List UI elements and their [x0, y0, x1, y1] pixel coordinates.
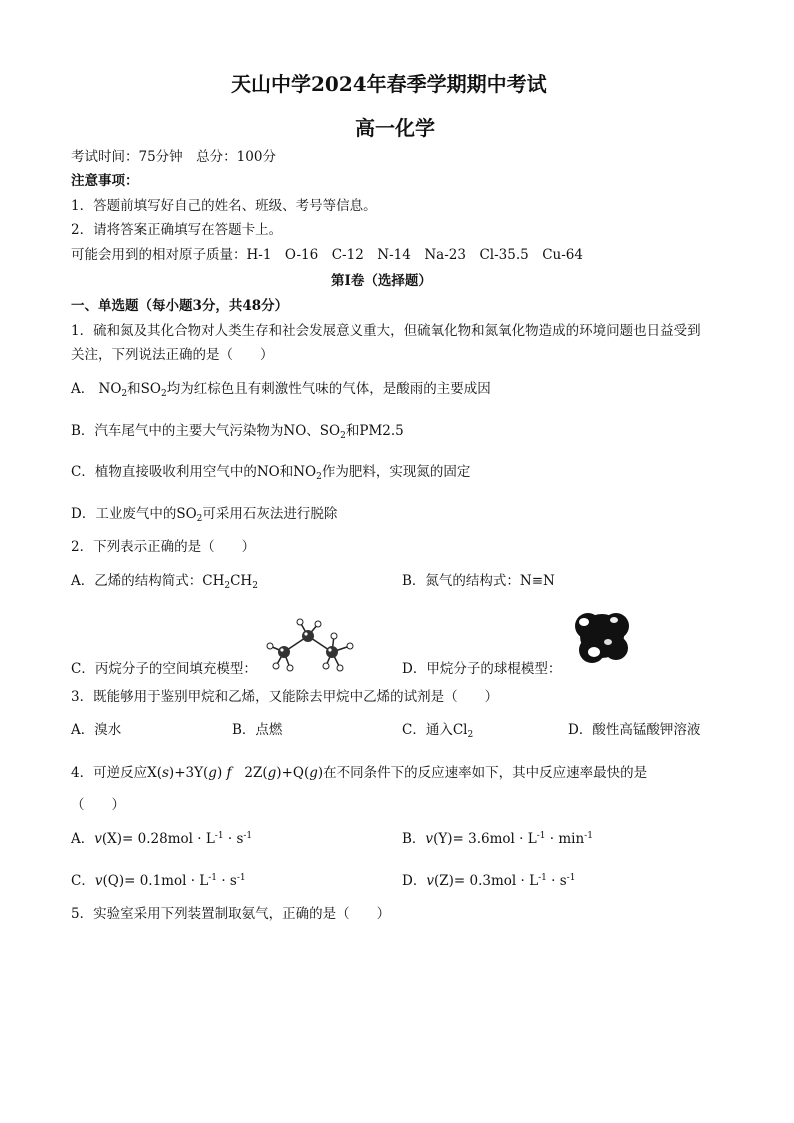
- q3-option-b: B．点燃: [232, 722, 283, 738]
- q2-option-a: A．乙烯的结构简式：$CH_2CH_2$: [71, 573, 258, 591]
- q4-stem: 4．可逆反应X(s)+3Y(g) f 2Z(g)+Q(g)在不同条件下的反应速率如下，其中反应速率最快的是: [71, 765, 648, 781]
- q5-stem: 5．实验室采用下列装置制取氨气，正确的是（ ）: [71, 906, 391, 922]
- q1-stem-line1: 1．硫和氮及其化合物对人类生存和社会发展意义重大，但硫氧化物和氮氧化物造成的环境问题也日益受到: [71, 323, 701, 339]
- q1-option-c: C．植物直接吸收利用空气中的NO和$NO_2$作为肥料，实现氮的固定: [71, 464, 471, 482]
- note-1: 1．答题前填写好自己的姓名、班级、考号等信息。: [71, 198, 377, 214]
- q2-stem: 2．下列表示正确的是（ ）: [71, 539, 256, 555]
- exam-title: 天山中学2024年春季学期期中考试: [231, 72, 547, 96]
- q2-option-d: D．甲烷分子的球棍模型：: [402, 661, 562, 677]
- q1-option-a: A． $NO_2$和$SO_2$均为红棕色且有刺激性气味的气体，是酸雨的主要成因: [71, 381, 491, 399]
- q2-option-c: C．丙烷分子的空间填充模型：: [71, 661, 257, 677]
- q4-option-b: B．$v(Y)= 3.6mol \cdot L^{-1} \cdot \min^{-1}$: [402, 831, 593, 847]
- methane-model-image: [570, 606, 634, 666]
- q3-option-c: C．通入$Cl_2$: [402, 722, 474, 740]
- volume-title: 第Ⅰ卷（选择题）: [331, 273, 432, 289]
- q1-stem-line2: 关注，下列说法正确的是（ ）: [71, 347, 274, 363]
- q4-option-a: A．$v(X)= 0.28mol \cdot L^{-1} \cdot s^{-1}$: [71, 831, 253, 847]
- part-title: 一、单选题（每小题3分，共48分）: [71, 298, 289, 314]
- q2-option-b: B．氮气的结构式：N≡N: [402, 573, 555, 589]
- note-2: 2．请将答案正确填写在答题卡上。: [71, 222, 283, 238]
- q4-option-d: D．$v(Z)= 0.3mol \cdot L^{-1} \cdot s^{-1}$: [402, 873, 576, 889]
- q4-option-c: C．$v(Q)= 0.1mol \cdot L^{-1} \cdot s^{-1}$: [71, 873, 246, 889]
- q3-option-d: D．酸性高锰酸钾溶液: [568, 722, 701, 738]
- exam-info: 考试时间：75分钟 总分：100分: [71, 149, 276, 165]
- q4-paren: （ ）: [71, 797, 125, 813]
- q3-stem: 3．既能够用于鉴别甲烷和乙烯，又能除去甲烷中乙烯的试剂是（ ）: [71, 689, 499, 705]
- propane-model-image: [264, 616, 360, 672]
- q3-option-a: A．溴水: [71, 722, 122, 738]
- q1-option-d: D．工业废气中的$SO_2$可采用石灰法进行脱除: [71, 506, 338, 524]
- subject-title: 高一化学: [355, 116, 435, 140]
- atomic-masses: 可能会用到的相对原子质量：H-1 O-16 C-12 N-14 Na-23 Cl-35.5 Cu-64: [71, 247, 583, 263]
- q1-option-b: B．汽车尾气中的主要大气污染物为NO、$SO_2$和PM2.5: [71, 423, 404, 441]
- notes-title: 注意事项：: [71, 173, 139, 189]
